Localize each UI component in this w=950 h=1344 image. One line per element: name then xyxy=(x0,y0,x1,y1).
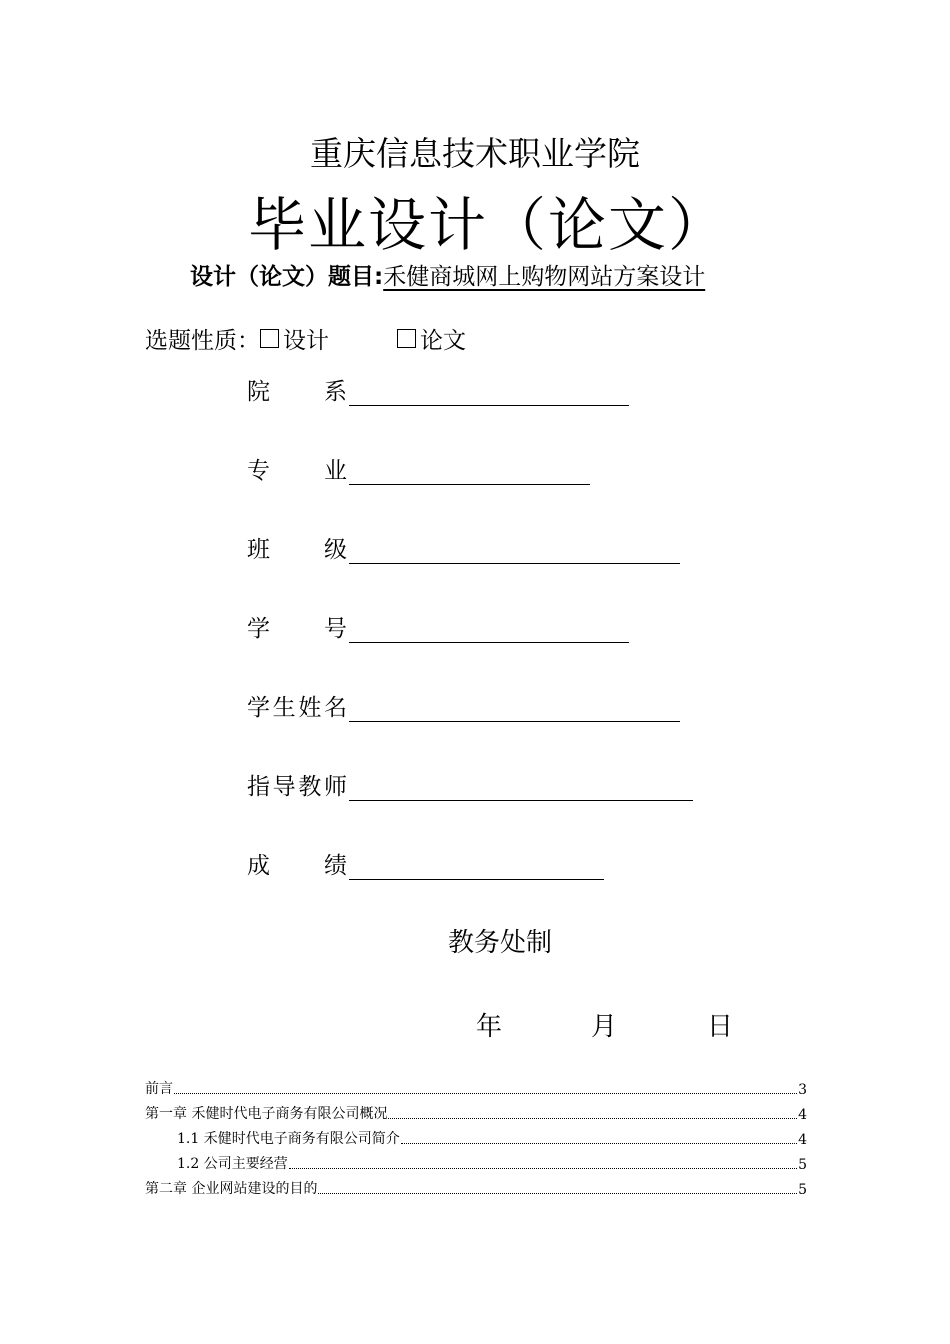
option-thesis[interactable] xyxy=(397,322,466,355)
field-major xyxy=(247,452,590,485)
field-label: 成 绩 xyxy=(247,853,347,879)
toc-leader xyxy=(289,1168,797,1169)
toc-title: 1.1 禾健时代电子商务有限公司简介 xyxy=(177,1131,400,1147)
college-name: 重庆信息技术职业学院 xyxy=(310,134,640,173)
field-line[interactable] xyxy=(349,778,693,801)
toc-leader xyxy=(174,1093,797,1094)
toc-page: 4 xyxy=(798,1107,807,1123)
field-label: 班 级 xyxy=(247,537,347,563)
field-label: 学生姓名 xyxy=(247,695,347,721)
toc-leader xyxy=(388,1118,797,1119)
field-line[interactable] xyxy=(349,462,590,485)
toc-page: 5 xyxy=(798,1157,807,1173)
field-label: 院 系 xyxy=(247,379,347,405)
field-class xyxy=(247,531,680,564)
field-line[interactable] xyxy=(349,620,629,643)
toc-title: 第一章 禾健时代电子商务有限公司概况 xyxy=(145,1106,388,1122)
field-line[interactable] xyxy=(349,699,680,722)
option-thesis-label: 论文 xyxy=(420,328,466,354)
design-checkbox[interactable] xyxy=(260,329,279,348)
field-line[interactable] xyxy=(349,857,604,880)
toc-leader xyxy=(318,1193,797,1194)
nature-row xyxy=(145,322,466,355)
date-year: 年 xyxy=(476,1012,503,1042)
toc-page: 3 xyxy=(798,1082,807,1098)
field-label: 专 业 xyxy=(247,458,347,484)
toc-entry[interactable] xyxy=(177,1128,807,1148)
date-month: 月 xyxy=(591,1012,618,1042)
field-grade xyxy=(247,847,604,880)
toc-entry[interactable] xyxy=(145,1178,807,1198)
toc-page: 4 xyxy=(798,1132,807,1148)
toc-title: 前言 xyxy=(145,1081,173,1097)
toc-entry[interactable] xyxy=(145,1103,807,1123)
field-advisor xyxy=(247,768,693,801)
field-student-name xyxy=(247,689,680,722)
field-line[interactable] xyxy=(349,383,629,406)
field-department xyxy=(247,373,629,406)
field-student-id xyxy=(247,610,629,643)
toc-title: 第二章 企业网站建设的目的 xyxy=(145,1181,318,1197)
toc-entry[interactable] xyxy=(145,1078,807,1098)
toc-title: 1.2 公司主要经营 xyxy=(177,1156,288,1172)
toc-page: 5 xyxy=(798,1182,807,1198)
issuing-office: 教务处制 xyxy=(448,928,553,958)
document-title: 毕业设计（论文） xyxy=(248,191,729,259)
nature-label: 选题性质： xyxy=(145,328,260,354)
topic-label: 设计（论文）题目: xyxy=(190,264,384,290)
topic-value: 禾健商城网上购物网站方案设计 xyxy=(383,264,706,290)
date-day: 日 xyxy=(707,1012,734,1042)
option-design[interactable] xyxy=(260,322,329,355)
thesis-checkbox[interactable] xyxy=(397,329,416,348)
field-label: 指导教师 xyxy=(247,774,347,800)
option-design-label: 设计 xyxy=(283,328,329,354)
toc-entry[interactable] xyxy=(177,1153,807,1173)
field-line[interactable] xyxy=(349,541,680,564)
field-label: 学 号 xyxy=(247,616,347,642)
topic-row xyxy=(190,258,705,291)
toc-leader xyxy=(401,1143,797,1144)
